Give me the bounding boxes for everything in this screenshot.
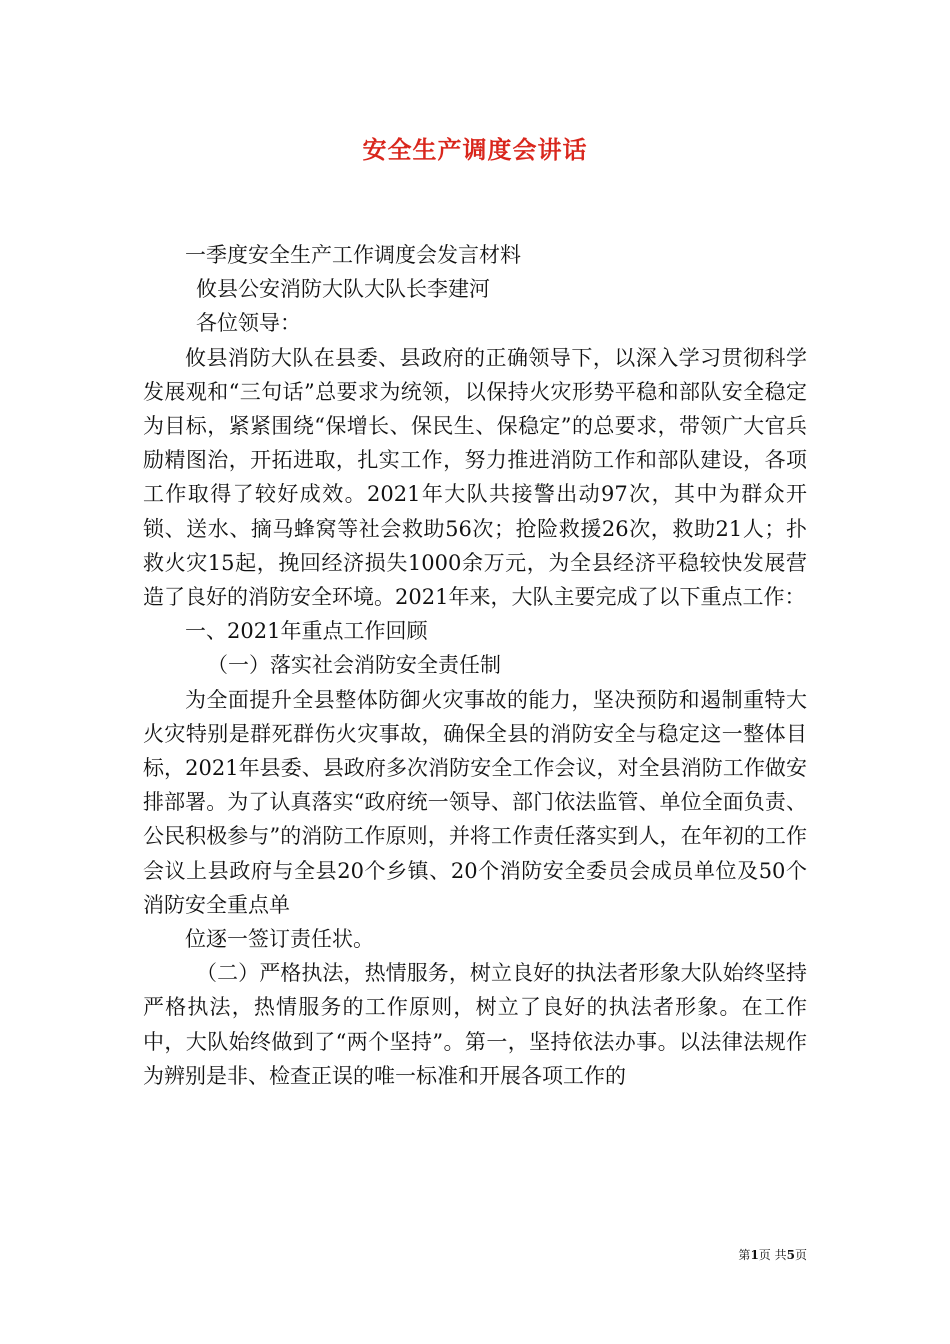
paragraph-salutation: 各位领导： (196, 311, 301, 336)
paragraph-subtitle: 一季度安全生产工作调度会发言材料 (185, 243, 521, 267)
footer-prefix: 第 (738, 1248, 751, 1262)
footer-middle: 页 共 (758, 1248, 787, 1262)
paragraph-intro: 攸县消防大队在县委、县政府的正确领导下，以深入学习贯彻科学发展观和“三句话”总要求为统领，以保持火灾形势平稳和部队安全稳定为目标，紧紧围绕“保增长、保民生、保稳定”的总要求，带领广大官兵励精图治，开拓进取，扎实工作，努力推进消防工作和部队建设，各项工作取得了较好成效。2021年大队共接警出动97次，其中为群众开锁、送水、摘马蜂窝等社会救助56次；抢险救援26次，救助21人；扑救火灾15起，挽回经济损失1000余万元，为全县经济平稳较快发展营造了良好的消防安全环境。2021年来，大队主要完成了以下重点工作： (143, 345, 807, 610)
paragraph-continuation: 位逐一签订责任状。 (185, 927, 374, 952)
paragraph-speaker: 攸县公安消防大队大队长李建河 (196, 277, 490, 302)
footer-current-page: 1 (750, 1248, 759, 1262)
paragraph-responsibility: 为全面提升全县整体防御火灾事故的能力，坚决预防和遏制重特大火灾特别是群死群伤火灾事故，确保全县的消防安全与稳定这一整体目标，2021年县委、县政府多次消防安全工作会议，对全县消防工作做安排部署。为了认真落实“政府统一领导、部门依法监管、单位全面负责、公民积极参与”的消防工作原则，并将工作责任落实到人，在年初的工作会议上县政府与全县20个乡镇、20个消防安全委员会成员单位及50个消防安全重点单 (143, 687, 807, 917)
page-number-footer (738, 1246, 807, 1263)
paragraph-section-heading: 一、2021年重点工作回顾 (185, 619, 428, 644)
paragraph-enforcement: （二）严格执法，热情服务，树立良好的执法者形象大队始终坚持严格执法，热情服务的工作原则，树立了良好的执法者形象。在工作中，大队始终做到了“两个坚持”。第一，坚持依法办事。以法律法规作为辨别是非、检查正误的唯一标准和开展各项工作的 (143, 961, 807, 1088)
document-title: 安全生产调度会讲话 (362, 135, 588, 164)
document-body (143, 238, 807, 1093)
paragraph-subsection-heading-1: （一）落实社会消防安全责任制 (207, 653, 501, 678)
footer-total-pages: 5 (786, 1248, 795, 1262)
footer-suffix: 页 (794, 1248, 807, 1262)
